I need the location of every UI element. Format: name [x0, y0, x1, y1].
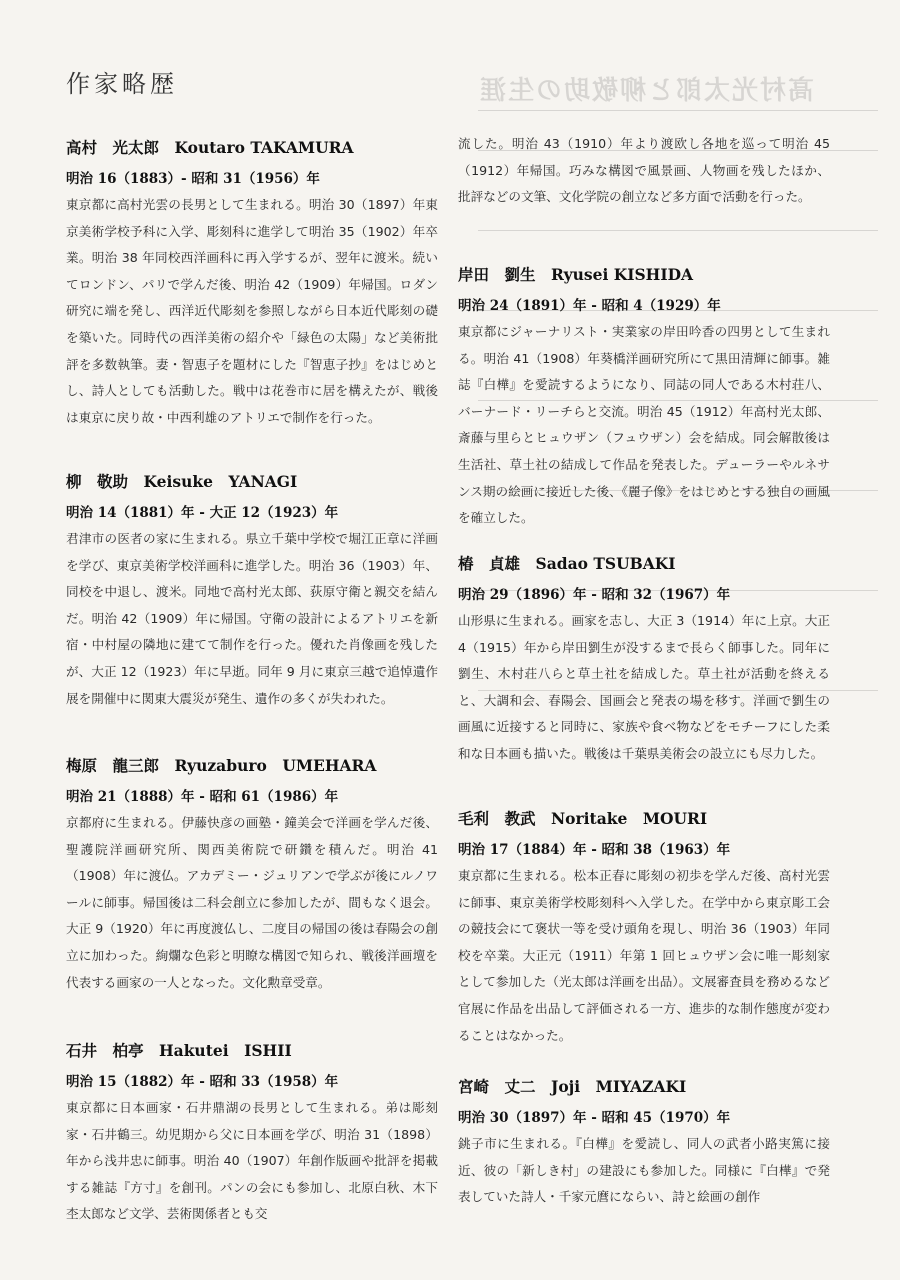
- artist-name: 岸田 劉生 Ryusei KISHIDA: [458, 265, 694, 284]
- page-title: 作家略歴: [66, 70, 178, 98]
- artist-dates: 明治 16（1883）- 昭和 31（1956）年: [66, 171, 320, 187]
- artist-bio: 京都府に生まれる。伊藤快彦の画塾・鐘美会で洋画を学んだ後、聖護院洋画研究所、関西美術院で研鑽を積んだ。明治 41（1908）年に渡仏。アカデミー・ジュリアンで学ぶが後にルノワールに師事。帰国後は二科会創立に参加したが、間もなく退会。大正 9（1920）年に再度渡仏し、二度目の帰国の後は春陽会の創立に加わった。絢爛な色彩と明瞭な構図で知られ、戦後洋画壇を代表する画家の一人となった。文化勲章受章。: [66, 815, 438, 990]
- artist-entry-miyazaki: [458, 1076, 830, 1211]
- artist-dates: 明治 30（1897）年 - 昭和 45（1970）年: [458, 1110, 731, 1126]
- artist-bio-continued: 流した。明治 43（1910）年より渡欧し各地を巡って明治 45（1912）年帰国。巧みな構図で風景画、人物画を残したほか、批評などの文筆、文化学院の創立など多方面で活動を行った。: [458, 136, 830, 205]
- artist-bio: 君津市の医者の家に生まれる。県立千葉中学校で堀江正章に洋画を学び、東京美術学校洋画科に進学した。明治 36（1903）年、同校を中退し、渡米。同地で高村光太郎、荻原守衛と親交を結んだ。明治 42（1909）年に帰国。守衛の設計によるアトリエを新宿・中村屋の隣地に建てて制作を行った。優れた肖像画を残したが、大正 12（1923）年に早逝。同年 9 月に東京三越で追悼遺作展を開催中に関東大震災が発生、遺作の多くが失われた。: [66, 531, 438, 706]
- artist-dates: 明治 21（1888）年 - 昭和 61（1986）年: [66, 789, 339, 805]
- artist-name: 柳 敬助 Keisuke YANAGI: [66, 472, 298, 491]
- artist-name: 毛利 教武 Noritake MOURI: [458, 809, 708, 828]
- bleed-through-heading: 高村光太郎と柳敬助の生涯: [478, 76, 815, 106]
- artist-name: 椿 貞雄 Sadao TSUBAKI: [458, 554, 676, 573]
- artist-dates: 明治 17（1884）年 - 昭和 38（1963）年: [458, 842, 731, 858]
- artist-bio: 東京都にジャーナリスト・実業家の岸田吟香の四男として生まれる。明治 41（1908）年葵橋洋画研究所にて黒田清輝に師事。雑誌『白樺』を愛読するようになり、同誌の同人である木村荘八、バーナード・リーチらと交流。明治 45（1912）年高村光太郎、斎藤与里らとヒュウザン（フュウザン）会を結成。同会解散後は生活社、草土社の結成して作品を発表した。デューラーやルネサンス期の絵画に接近した後、《麗子像》をはじめとする独自の画風を確立した。: [458, 324, 830, 526]
- artist-entry-umehara: [66, 755, 438, 996]
- artist-bio: 東京都に日本画家・石井鼎湖の長男として生まれる。弟は彫刻家・石井鶴三。幼児期から父に日本画を学び、明治 31（1898）年から浅井忠に師事。明治 40（1907）年創作版画や批評を掲載する雑誌『方寸』を創刊。パンの会にも参加し、北原白秋、木下杢太郎など文学、芸術関係者とも交: [66, 1100, 438, 1222]
- artist-entry-tsubaki: [458, 553, 830, 768]
- artist-bio: 東京都に生まれる。松本正春に彫刻の初歩を学んだ後、高村光雲に師事、東京美術学校彫刻科へ入学した。在学中から東京彫工会の競技会にて褒状一等を受け頭角を現し、明治 36（1903）年同校を卒業。大正元（1911）年第 1 回ヒュウザン会に唯一彫刻家として参加した（光太郎は洋画を出品）。文展審査員を務めるなど官展に作品を出品して評価される一方、進歩的な制作態度が変わることはなかった。: [458, 868, 830, 1043]
- artist-bio: 東京都に高村光雲の長男として生まれる。明治 30（1897）年東京美術学校予科に入学、彫刻科に進学して明治 35（1902）年卒業。明治 38 年同校西洋画科に再入学するが、翌年に渡米。続いてロンドン、パリで学んだ後、明治 42（1909）年帰国。ロダン研究に端を発し、西洋近代彫刻を参照しながら日本近代彫刻の礎を築いた。同時代の西洋美術の紹介や「緑色の太陽」など美術批評を多数執筆。妻・智恵子を題材にした『智恵子抄』をはじめとし、詩人としても活動した。戦中は花巻市に居を構えたが、戦後は東京に戻り故・中西利雄のアトリエで制作を行った。: [66, 197, 438, 425]
- artist-entry-yanagi: [66, 471, 438, 712]
- artist-dates: 明治 15（1882）年 - 昭和 33（1958）年: [66, 1074, 339, 1090]
- artist-name: 石井 柏亭 Hakutei ISHII: [66, 1041, 292, 1060]
- bleed-line: [478, 110, 878, 111]
- artist-entry-takamura: [66, 137, 438, 431]
- artist-name: 梅原 龍三郎 Ryuzaburo UMEHARA: [66, 756, 377, 775]
- artist-dates: 明治 29（1896）年 - 昭和 32（1967）年: [458, 587, 731, 603]
- artist-bio: 銚子市に生まれる。『白樺』を愛読し、同人の武者小路実篤に接近、彼の「新しき村」の建設にも参加した。同様に『白樺』で発表していた詩人・千家元麿にならい、詩と絵画の創作: [458, 1136, 830, 1205]
- artist-dates: 明治 24（1891）年 - 昭和 4（1929）年: [458, 298, 721, 314]
- artist-entry-kishida: [458, 264, 830, 532]
- artist-name: 宮崎 丈二 Joji MIYAZAKI: [458, 1077, 687, 1096]
- artist-bio: 山形県に生まれる。画家を志し、大正 3（1914）年に上京。大正 4（1915）年から岸田劉生が没するまで長らく師事した。同年に劉生、木村荘八らと草土社を結成した。草土社が活動を終えると、大調和会、春陽会、国画会と発表の場を移す。洋画で劉生の画風に近接すると同時に、家族や食べ物などをモチーフにした柔和な日本画も描いた。戦後は千葉県美術会の設立にも尽力した。: [458, 613, 830, 761]
- artist-dates: 明治 14（1881）年 - 大正 12（1923）年: [66, 505, 339, 521]
- artist-entry-ishii: [66, 1040, 438, 1228]
- bleed-line: [478, 230, 878, 231]
- artist-name: 高村 光太郎 Koutaro TAKAMURA: [66, 138, 354, 157]
- artist-entry-mouri: [458, 808, 830, 1049]
